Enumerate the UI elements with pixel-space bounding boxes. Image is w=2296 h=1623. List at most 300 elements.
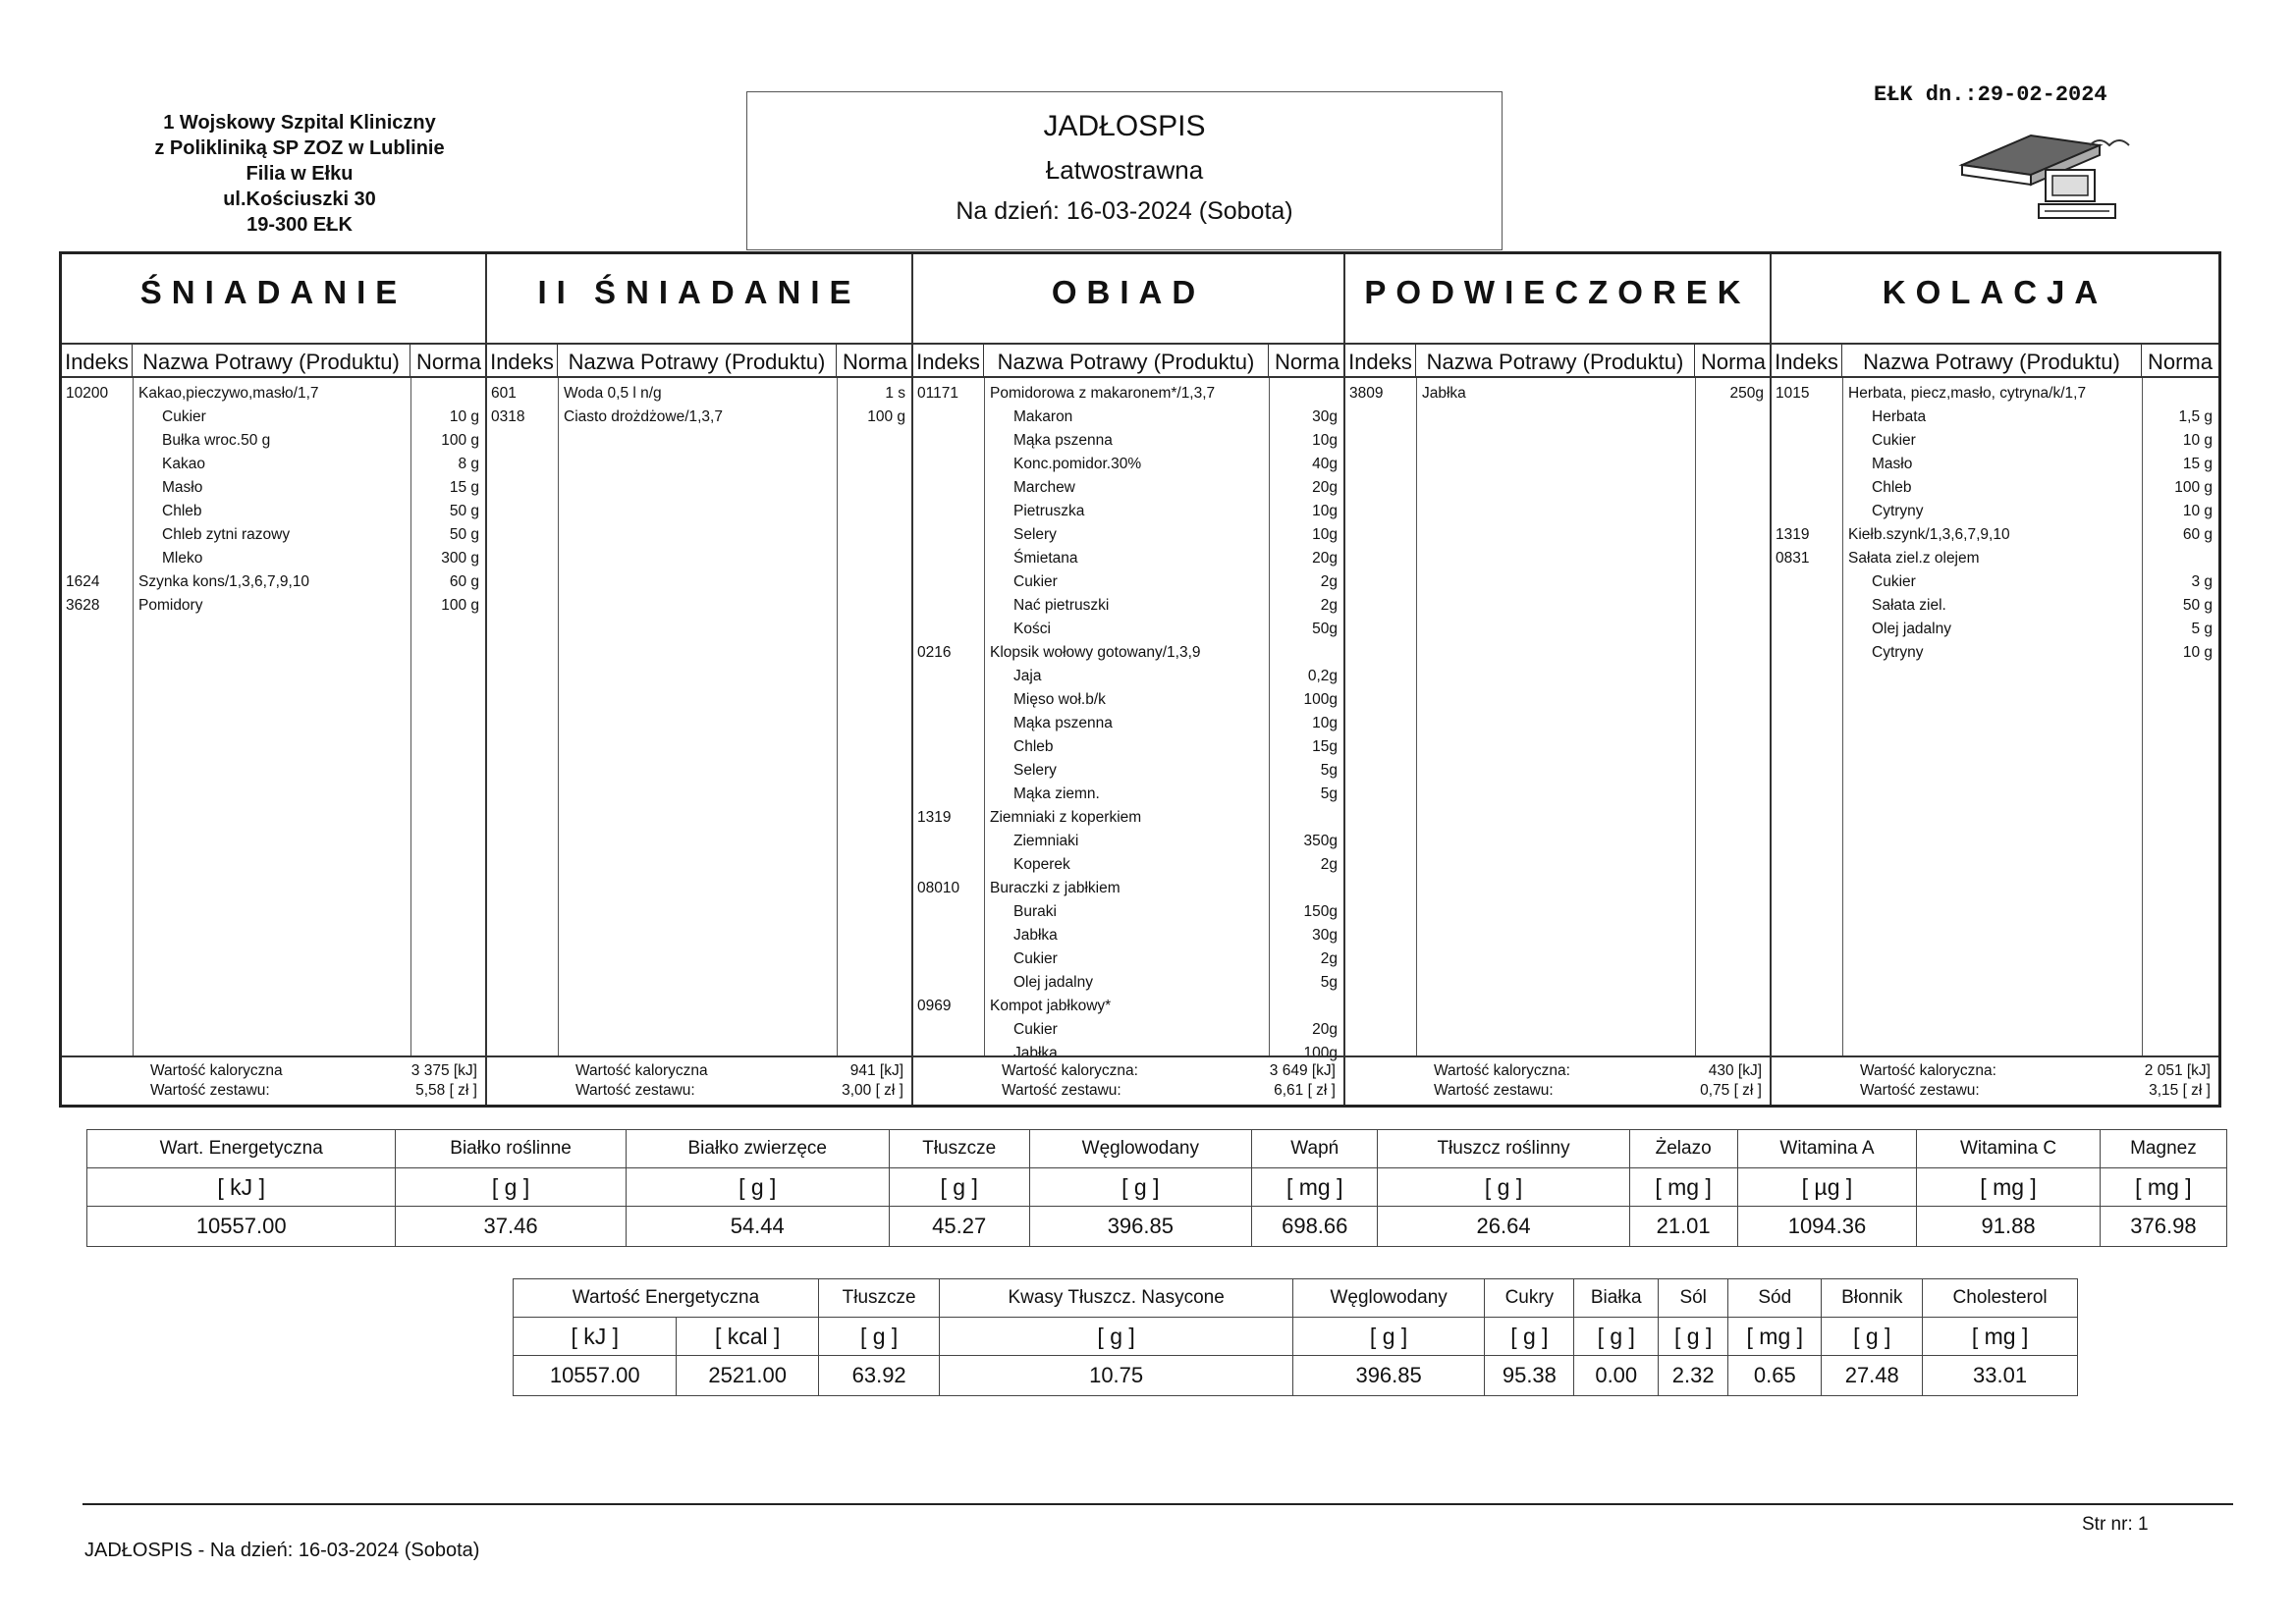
- item-name: Olej jadalny: [1872, 621, 1951, 637]
- meal-item-row: [913, 594, 1343, 618]
- meal-summary: [487, 1055, 911, 1105]
- column-header-norm: Norma: [842, 350, 907, 374]
- nutrients-table-daily: [86, 1129, 2227, 1247]
- item-name: Nać pietruszki: [1013, 597, 1110, 614]
- value-row: [87, 1207, 2227, 1247]
- item-norm: 10 g: [2182, 644, 2213, 661]
- unit-row: [87, 1168, 2227, 1207]
- energy-label: Wartość kaloryczna: [150, 1062, 283, 1079]
- meal-item-row: [62, 594, 485, 618]
- nutrient-value: 45.27: [889, 1207, 1029, 1247]
- column-divider: [837, 378, 838, 1057]
- item-norm: 20g: [1312, 479, 1338, 496]
- nutrient-unit: [ µg ]: [1737, 1168, 1917, 1207]
- meal-section: [487, 254, 913, 1105]
- meal-item-row: [62, 406, 485, 429]
- item-name: Sałata ziel.z olejem: [1848, 550, 1980, 567]
- column-header-index: Indeks: [62, 345, 133, 376]
- item-name: Pietruszka: [1013, 503, 1085, 519]
- item-norm: 10g: [1312, 526, 1338, 543]
- energy-value: 3 375 [kJ]: [410, 1062, 477, 1079]
- meal-item-row: [1772, 547, 2218, 570]
- meal-item-row: [62, 382, 485, 406]
- meal-item-row: [62, 570, 485, 594]
- nutrient-header: Cholesterol: [1923, 1279, 2078, 1318]
- item-norm: 100g: [1303, 691, 1338, 708]
- meal-item-row: [913, 924, 1343, 947]
- meal-item-row: [913, 853, 1343, 877]
- document-title: JADŁOSPIS: [1043, 110, 1206, 142]
- energy-value: 3 649 [kJ]: [1269, 1062, 1336, 1079]
- column-header-norm: Norma: [1700, 350, 1766, 374]
- item-name: Ziemniaki z koperkiem: [990, 809, 1142, 826]
- cost-label: Wartość zestawu:: [575, 1082, 695, 1099]
- meal-item-row: [913, 665, 1343, 688]
- item-index: 1624: [66, 573, 100, 590]
- city-date: EŁK dn.:29-02-2024: [1874, 82, 2107, 107]
- page-number: Str nr: 1: [2082, 1514, 2149, 1535]
- item-norm: 10g: [1312, 432, 1338, 449]
- nutrient-value: 376.98: [2100, 1207, 2226, 1247]
- hospital-line: z Polikliniką SP ZOZ w Lublinie: [154, 137, 445, 159]
- item-norm: 100 g: [2174, 479, 2213, 496]
- nutrient-header: Cukry: [1485, 1279, 1574, 1318]
- item-norm: 3 g: [2191, 573, 2213, 590]
- item-index: 601: [491, 385, 517, 402]
- hospital-line: Filia w Ełku: [246, 163, 354, 185]
- item-name: Selery: [1013, 526, 1057, 543]
- nutrient-value: 1094.36: [1737, 1207, 1917, 1247]
- meals-table: [59, 251, 2221, 1108]
- meal-item-row: [1772, 453, 2218, 476]
- energy-label: Wartość kaloryczna: [575, 1062, 708, 1079]
- column-headers: [487, 343, 913, 378]
- nutrient-value: 2.32: [1659, 1356, 1728, 1396]
- item-norm: 60 g: [449, 573, 479, 590]
- item-norm: 1 s: [885, 385, 905, 402]
- nutrient-header: Tłuszcze: [818, 1279, 939, 1318]
- item-name: Marchew: [1013, 479, 1075, 496]
- nutrient-header: Wart. Energetyczna: [87, 1130, 396, 1168]
- meal-item-row: [62, 500, 485, 523]
- hospital-line: 1 Wojskowy Szpital Kliniczny: [163, 112, 436, 134]
- column-header-name: Nazwa Potrawy (Produktu): [1842, 345, 2142, 376]
- nutrient-value: 26.64: [1378, 1207, 1629, 1247]
- item-name: Koperek: [1013, 856, 1070, 873]
- item-name: Śmietana: [1013, 550, 1078, 567]
- nutrient-header: Żelazo: [1629, 1130, 1737, 1168]
- meal-item-row: [913, 971, 1343, 995]
- cost-label: Wartość zestawu:: [150, 1082, 270, 1099]
- energy-label: Wartość kaloryczna:: [1860, 1062, 1996, 1079]
- item-name: Chleb: [162, 503, 202, 519]
- nutrient-value: 63.92: [818, 1356, 939, 1396]
- meal-item-row: [1772, 570, 2218, 594]
- meal-item-row: [913, 712, 1343, 735]
- item-norm: 5 g: [2191, 621, 2213, 637]
- cost-value: 3,15 [ zł ]: [2149, 1082, 2211, 1099]
- nutrient-unit: [ g ]: [1822, 1318, 1923, 1356]
- nutrient-unit: [ kcal ]: [677, 1318, 819, 1356]
- meal-item-row: [913, 783, 1343, 806]
- column-header-index: Indeks: [487, 345, 558, 376]
- meal-item-row: [913, 547, 1343, 570]
- meal-item-row: [62, 547, 485, 570]
- nutrient-unit: [ g ]: [626, 1168, 889, 1207]
- cost-value: 5,58 [ zł ]: [415, 1082, 477, 1099]
- nutrient-unit: [ kJ ]: [87, 1168, 396, 1207]
- meal-item-row: [913, 523, 1343, 547]
- hospital-line: 19-300 EŁK: [246, 214, 353, 236]
- column-header-name: Nazwa Potrawy (Produktu): [1416, 345, 1695, 376]
- meal-item-row: [1345, 382, 1770, 406]
- meal-item-row: [913, 877, 1343, 900]
- nutrient-value: 33.01: [1923, 1356, 2078, 1396]
- meal-item-row: [913, 382, 1343, 406]
- meal-item-row: [913, 735, 1343, 759]
- column-header-norm: Norma: [415, 350, 481, 374]
- item-name: Jaja: [1013, 668, 1042, 684]
- meal-item-row: [1772, 523, 2218, 547]
- meal-item-row: [487, 406, 911, 429]
- hospital-address: [108, 110, 491, 238]
- item-index: 0318: [491, 408, 525, 425]
- column-header-name: Nazwa Potrawy (Produktu): [558, 345, 837, 376]
- item-norm: 1,5 g: [2178, 408, 2213, 425]
- nutrient-unit: [ kJ ]: [514, 1318, 677, 1356]
- meal-summary: [913, 1055, 1343, 1105]
- item-norm: 2g: [1320, 950, 1338, 967]
- item-norm: 30g: [1312, 408, 1338, 425]
- item-name: Mleko: [162, 550, 203, 567]
- nutrient-header: Witamina A: [1737, 1130, 1917, 1168]
- nutrient-header: Wapń: [1252, 1130, 1378, 1168]
- column-header-index: Indeks: [1772, 345, 1842, 376]
- item-norm: 300 g: [441, 550, 479, 567]
- nutrient-header: Białko roślinne: [396, 1130, 626, 1168]
- meal-item-row: [62, 429, 485, 453]
- meal-item-row: [487, 382, 911, 406]
- column-header-name: Nazwa Potrawy (Produktu): [133, 345, 410, 376]
- meal-item-row: [913, 759, 1343, 783]
- meal-item-row: [913, 688, 1343, 712]
- column-divider: [558, 378, 559, 1057]
- meal-item-row: [62, 523, 485, 547]
- meal-items: [1772, 382, 2218, 665]
- item-name: Cytryny: [1872, 503, 1924, 519]
- nutrient-unit: [ mg ]: [1917, 1168, 2101, 1207]
- item-norm: 10 g: [449, 408, 479, 425]
- item-name: Chleb: [1013, 738, 1054, 755]
- item-norm: 10 g: [2182, 503, 2213, 519]
- item-name: Jabłka: [1013, 1045, 1058, 1061]
- header-row: [514, 1279, 2078, 1318]
- item-name: Mąka ziemn.: [1013, 785, 1100, 802]
- nutrient-header: Tłuszcz roślinny: [1378, 1130, 1629, 1168]
- nutrient-value: 10.75: [940, 1356, 1293, 1396]
- nutrient-unit: [ g ]: [940, 1318, 1293, 1356]
- item-name: Jabłka: [1013, 927, 1058, 944]
- nutrient-unit: [ mg ]: [1252, 1168, 1378, 1207]
- item-norm: 350g: [1303, 833, 1338, 849]
- column-headers: [1772, 343, 2218, 378]
- item-norm: 100g: [1303, 1045, 1338, 1061]
- nutrient-header: Błonnik: [1822, 1279, 1923, 1318]
- item-name: Mąka pszenna: [1013, 715, 1113, 731]
- nutrients-table-label: [513, 1278, 2078, 1396]
- nutrient-header: Wartość Energetyczna: [514, 1279, 819, 1318]
- item-norm: 50 g: [449, 503, 479, 519]
- nutrient-value: 0.65: [1728, 1356, 1822, 1396]
- meal-title: ŚNIADANIE: [139, 274, 408, 310]
- nutrient-unit: [ g ]: [1485, 1318, 1574, 1356]
- meal-summary: [1772, 1055, 2218, 1105]
- meal-item-row: [62, 476, 485, 500]
- item-norm: 100 g: [441, 432, 479, 449]
- item-norm: 250g: [1729, 385, 1764, 402]
- item-norm: 2g: [1320, 573, 1338, 590]
- item-name: Cukier: [1872, 432, 1916, 449]
- meal-section: [62, 254, 487, 1105]
- item-name: Woda 0,5 l n/g: [564, 385, 662, 402]
- energy-value: 430 [kJ]: [1708, 1062, 1762, 1079]
- nutrient-header: Sól: [1659, 1279, 1728, 1318]
- cost-value: 0,75 [ zł ]: [1700, 1082, 1762, 1099]
- item-name: Konc.pomidor.30%: [1013, 456, 1142, 472]
- nutrient-value: 2521.00: [677, 1356, 819, 1396]
- item-name: Buraki: [1013, 903, 1057, 920]
- item-name: Kakao: [162, 456, 205, 472]
- nutrient-unit: [ g ]: [1029, 1168, 1251, 1207]
- nutrient-value: 10557.00: [514, 1356, 677, 1396]
- item-name: Ciasto drożdżowe/1,3,7: [564, 408, 723, 425]
- item-norm: 2g: [1320, 856, 1338, 873]
- item-name: Cukier: [1013, 1021, 1058, 1038]
- item-norm: 100 g: [867, 408, 905, 425]
- item-name: Szynka kons/1,3,6,7,9,10: [138, 573, 310, 590]
- column-header-index: Indeks: [913, 345, 984, 376]
- diet-name: Łatwostrawna: [1045, 155, 1204, 185]
- meal-item-row: [913, 1018, 1343, 1042]
- item-index: 01171: [917, 385, 958, 402]
- book-computer-logo: [1952, 126, 2139, 224]
- item-name: Mąka pszenna: [1013, 432, 1113, 449]
- cost-value: 3,00 [ zł ]: [842, 1082, 903, 1099]
- nutrient-header: Tłuszcze: [889, 1130, 1029, 1168]
- item-norm: 2g: [1320, 597, 1338, 614]
- meal-item-row: [1772, 382, 2218, 406]
- nutrient-value: 91.88: [1917, 1207, 2101, 1247]
- meal-item-row: [913, 830, 1343, 853]
- item-norm: 15 g: [2182, 456, 2213, 472]
- item-name: Makaron: [1013, 408, 1073, 425]
- item-name: Klopsik wołowy gotowany/1,3,9: [990, 644, 1201, 661]
- meal-items: [62, 382, 485, 618]
- item-name: Jabłka: [1422, 385, 1466, 402]
- nutrient-header: Białka: [1574, 1279, 1659, 1318]
- header-row: [87, 1130, 2227, 1168]
- meal-title: KOLACJA: [1882, 274, 2108, 310]
- item-name: Cukier: [1013, 573, 1058, 590]
- cost-label: Wartość zestawu:: [1434, 1082, 1554, 1099]
- item-index: 0216: [917, 644, 952, 661]
- cost-label: Wartość zestawu:: [1002, 1082, 1121, 1099]
- nutrient-unit: [ g ]: [818, 1318, 939, 1356]
- meal-section: [1345, 254, 1772, 1105]
- item-index: 1319: [1776, 526, 1810, 543]
- item-index: 1015: [1776, 385, 1810, 402]
- meal-items: [1345, 382, 1770, 406]
- energy-label: Wartość kaloryczna:: [1002, 1062, 1138, 1079]
- meal-item-row: [913, 641, 1343, 665]
- column-header-name: Nazwa Potrawy (Produktu): [984, 345, 1269, 376]
- meal-items: [913, 382, 1343, 1065]
- meal-item-row: [1772, 618, 2218, 641]
- meal-summary: [62, 1055, 485, 1105]
- item-norm: 50g: [1312, 621, 1338, 637]
- item-index: 3628: [66, 597, 100, 614]
- nutrient-header: Kwasy Tłuszcz. Nasycone: [940, 1279, 1293, 1318]
- value-row: [514, 1356, 2078, 1396]
- meal-title: II ŚNIADANIE: [537, 274, 861, 310]
- item-norm: 10 g: [2182, 432, 2213, 449]
- item-norm: 20g: [1312, 550, 1338, 567]
- column-header-index: Indeks: [1345, 345, 1416, 376]
- energy-value: 2 051 [kJ]: [2144, 1062, 2211, 1079]
- item-norm: 5g: [1320, 762, 1338, 779]
- meal-item-row: [1772, 594, 2218, 618]
- item-name: Kompot jabłkowy*: [990, 998, 1112, 1014]
- meal-section: [913, 254, 1345, 1105]
- item-norm: 0,2g: [1307, 668, 1338, 684]
- item-index: 1319: [917, 809, 952, 826]
- meal-item-row: [913, 570, 1343, 594]
- nutrient-unit: [ mg ]: [1629, 1168, 1737, 1207]
- column-headers: [913, 343, 1345, 378]
- nutrient-unit: [ mg ]: [1728, 1318, 1822, 1356]
- meal-section: [1772, 254, 2218, 1105]
- nutrient-unit: [ g ]: [1292, 1318, 1484, 1356]
- meal-title: OBIAD: [1051, 274, 1206, 310]
- item-name: Masło: [162, 479, 203, 496]
- meal-item-row: [913, 476, 1343, 500]
- item-norm: 50 g: [449, 526, 479, 543]
- item-index: 10200: [66, 385, 109, 402]
- column-header-norm: Norma: [1274, 350, 1339, 374]
- column-divider: [1695, 378, 1696, 1057]
- column-header-norm: Norma: [2147, 350, 2213, 374]
- nutrient-value: 396.85: [1029, 1207, 1251, 1247]
- unit-row: [514, 1318, 2078, 1356]
- item-name: Herbata: [1872, 408, 1927, 425]
- nutrient-value: 37.46: [396, 1207, 626, 1247]
- column-headers: [62, 343, 487, 378]
- item-name: Cukier: [162, 408, 206, 425]
- item-name: Mięso woł.b/k: [1013, 691, 1106, 708]
- item-name: Kakao,pieczywo,masło/1,7: [138, 385, 319, 402]
- nutrient-unit: [ g ]: [889, 1168, 1029, 1207]
- meal-item-row: [1772, 641, 2218, 665]
- meal-item-row: [913, 947, 1343, 971]
- item-name: Pomidory: [138, 597, 203, 614]
- nutrient-value: 21.01: [1629, 1207, 1737, 1247]
- item-norm: 100 g: [441, 597, 479, 614]
- meal-item-row: [913, 806, 1343, 830]
- nutrient-unit: [ mg ]: [2100, 1168, 2226, 1207]
- item-name: Chleb: [1872, 479, 1912, 496]
- item-name: Cukier: [1872, 573, 1916, 590]
- item-name: Ziemniaki: [1013, 833, 1079, 849]
- nutrient-value: 10557.00: [87, 1207, 396, 1247]
- item-name: Kości: [1013, 621, 1051, 637]
- item-name: Cukier: [1013, 950, 1058, 967]
- item-index: 0969: [917, 998, 952, 1014]
- item-norm: 40g: [1312, 456, 1338, 472]
- item-norm: 150g: [1303, 903, 1338, 920]
- nutrient-unit: [ g ]: [396, 1168, 626, 1207]
- nutrient-header: Węglowodany: [1292, 1279, 1484, 1318]
- meal-title: PODWIECZOREK: [1364, 274, 1751, 310]
- cost-label: Wartość zestawu:: [1860, 1082, 1980, 1099]
- item-norm: 5g: [1320, 974, 1338, 991]
- meal-item-row: [913, 429, 1343, 453]
- meal-item-row: [1772, 429, 2218, 453]
- nutrient-header: Witamina C: [1917, 1130, 2101, 1168]
- item-name: Olej jadalny: [1013, 974, 1093, 991]
- meal-summary: [1345, 1055, 1770, 1105]
- item-name: Kiełb.szynk/1,3,6,7,9,10: [1848, 526, 2010, 543]
- nutrient-value: 0.00: [1574, 1356, 1659, 1396]
- footer-divider: [82, 1503, 2233, 1505]
- meal-item-row: [913, 500, 1343, 523]
- title-box: [746, 91, 1503, 250]
- column-headers: [1345, 343, 1772, 378]
- meal-item-row: [1772, 500, 2218, 523]
- item-index: 08010: [917, 880, 960, 896]
- meal-items: [487, 382, 911, 429]
- item-norm: 10g: [1312, 715, 1338, 731]
- item-norm: 50 g: [2182, 597, 2213, 614]
- item-norm: 20g: [1312, 1021, 1338, 1038]
- meal-item-row: [913, 406, 1343, 429]
- nutrient-unit: [ g ]: [1378, 1168, 1629, 1207]
- item-name: Buraczki z jabłkiem: [990, 880, 1121, 896]
- hospital-line: ul.Kościuszki 30: [223, 189, 376, 210]
- item-name: Masło: [1872, 456, 1913, 472]
- footer-text: JADŁOSPIS - Na dzień: 16-03-2024 (Sobota): [84, 1540, 480, 1561]
- item-norm: 5g: [1320, 785, 1338, 802]
- nutrient-value: 27.48: [1822, 1356, 1923, 1396]
- nutrient-unit: [ g ]: [1574, 1318, 1659, 1356]
- item-name: Chleb zytni razowy: [162, 526, 291, 543]
- energy-label: Wartość kaloryczna:: [1434, 1062, 1570, 1079]
- cost-value: 6,61 [ zł ]: [1274, 1082, 1336, 1099]
- nutrient-value: 698.66: [1252, 1207, 1378, 1247]
- meal-item-row: [913, 900, 1343, 924]
- item-norm: 60 g: [2182, 526, 2213, 543]
- item-norm: 30g: [1312, 927, 1338, 944]
- nutrient-header: Białko zwierzęce: [626, 1130, 889, 1168]
- item-name: Pomidorowa z makaronem*/1,3,7: [990, 385, 1216, 402]
- meal-item-row: [62, 453, 485, 476]
- meal-item-row: [1772, 476, 2218, 500]
- meal-item-row: [913, 618, 1343, 641]
- item-name: Bułka wroc.50 g: [162, 432, 271, 449]
- nutrient-value: 396.85: [1292, 1356, 1484, 1396]
- item-name: Cytryny: [1872, 644, 1924, 661]
- item-name: Herbata, piecz,masło, cytryna/k/1,7: [1848, 385, 2087, 402]
- menu-date: Na dzień: 16-03-2024 (Sobota): [956, 197, 1293, 225]
